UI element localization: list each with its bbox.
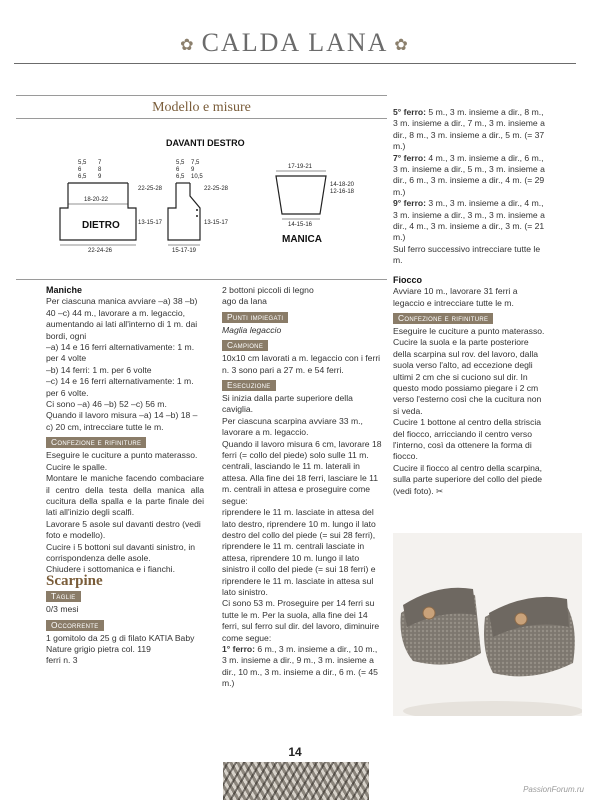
booties-photo (393, 533, 582, 716)
section-rule-bottom (16, 279, 387, 280)
svg-text:10,5: 10,5 (191, 174, 203, 180)
svg-text:6: 6 (176, 167, 180, 173)
svg-text:6,5: 6,5 (176, 174, 185, 180)
svg-text:6,5: 6,5 (78, 174, 87, 180)
section-rule-mid (16, 118, 387, 119)
dietro-shape (60, 183, 136, 240)
section-title: Modello e misure (152, 100, 251, 115)
svg-text:12-16-18: 12-16-18 (330, 189, 355, 195)
column-2: 2 bottoni piccoli di legno ago da lana Punti impiegati Maglia legaccio Campione 10x10 cm lavorati a m. legaccio con i ferri n. 3 sono pari a 27 m. e 54 ferri. Esecuzione Si inizia dalla parte superiore della caviglia. Per ciascuna scarpina avviare 33 m., lavorare a m. legaccio. Quando il lavoro misura 6 cm, lavorare 18 ferri (= collo del piede) solo sulle 11 m. centrali, lasciando le 11 m. laterali in attesa. Alla fine dei 18 ferri, lasciare le 11 m. centrali in attesa e proseguire come segue: riprendere le 11 m. lasciate in attesa del lato destro, riprendere 10 m. lungo il lato destro del collo del piede (= sui 28 ferri), riprendere le 11 m. centrali lasciate in attesa, riprendere 10 m. lungo il lato sinistro il collo del piede (= sui 18 ferri) e riprendere le 11 m. lasciate in attesa sul lato sinistro. Ci sono 53 m. Proseguire per 14 ferri su tutte le m. Per la suola, alla fine dei 14 ferri, sul ferro sul dir. del lavoro, diminuire come segue: 1° ferro: 6 m., 3 m. insieme a dir., 10 m., 3 m. insieme a dir., 9 m., 3 m. insieme a dir., 10 m., 3 m. insieme a dir., 6 m. (= 45 m.) (222, 285, 382, 689)
section-tag: Campione (222, 340, 268, 351)
dietro-label: DIETRO (82, 220, 120, 231)
svg-text:9: 9 (191, 167, 195, 173)
svg-text:7,5: 7,5 (191, 160, 200, 166)
fiocco-heading: Fiocco (393, 274, 423, 285)
svg-text:9: 9 (98, 174, 102, 180)
page-header (0, 0, 590, 72)
svg-text:8: 8 (98, 167, 102, 173)
davanti-title: DAVANTI DESTRO (166, 138, 245, 148)
maniche-heading: Maniche (46, 285, 83, 295)
svg-text:6: 6 (78, 167, 82, 173)
column-3: 5° ferro: 5 m., 3 m. insieme a dir., 8 m., 3 m. insieme a dir., 7 m., 3 m. insieme a dir., 8 m., 3 m. insieme a dir., 5 m. (= 37 m.) 7° ferro: 4 m., 3 m. insieme a dir., 6 m., 3 m. insieme a dir., 5 m., 3 m. insieme a dir., 6 m., 3 m. insieme a dir., 4 m. (= 29 m.) 9° ferro: 3 m., 3 m. insieme a dir., 4 m., 3 m. insieme a dir., 3 m., 3 m. insieme a dir., 4 m., 3 m. insieme a dir., 3 m. (= 21 m.) Sul ferro successivo intrecciare tutte le m. Fiocco Avviare 10 m., lavorare 31 ferri a legaccio e intrecciare tutte le m. Confezione e rifiniture Eseguire le cuciture a punto materasso. Cucire la suola e la parte posteriore della scarpina sul rov. del lavoro, dalla suola verso l'alto, ad eccezione degli ultimi 2 cm che si cuciono sul dir. In questo modo possiamo piegare i 2 cm verso l'esterno così che la cucitura non si veda. Cucire 1 bottone al centro della striscia del fiocco, arricciando il centro verso l'interno, così da ottenere la forma di fiocco. Cucire il fiocco al centro della scarpina, sulla parte superiore del collo del piede (vedi foto). ✂ (393, 107, 549, 497)
section-tag: Taglie (46, 591, 81, 602)
davanti-shape (168, 183, 200, 240)
section-tag: Esecuzione (222, 380, 276, 391)
svg-text:22-25-28: 22-25-28 (204, 186, 229, 192)
header-rule (14, 63, 576, 64)
section-tag: Confezione e rifiniture (393, 313, 493, 324)
svg-text:7: 7 (98, 160, 102, 166)
knit-texture-strip (223, 762, 369, 800)
section-tag: Confezione e rifiniture (46, 437, 146, 448)
page-number: 14 (288, 745, 302, 759)
svg-text:5,5: 5,5 (78, 160, 87, 166)
svg-text:5,5: 5,5 (176, 160, 185, 166)
booties-illustration (393, 533, 582, 716)
scissors-icon: ✂ (436, 485, 444, 496)
svg-text:13-15-17: 13-15-17 (204, 220, 229, 226)
section-tag: Occorrente (46, 620, 104, 631)
manica-label: MANICA (282, 234, 322, 245)
svg-text:18-20-22: 18-20-22 (84, 197, 109, 203)
section-tag: Punti impiegati (222, 312, 288, 323)
svg-text:22-25-28: 22-25-28 (138, 186, 163, 192)
flower-icon: ✿ (394, 37, 410, 55)
svg-text:14-15-16: 14-15-16 (288, 222, 313, 228)
column-1: Maniche Per ciascuna manica avviare –a) 38 –b) 40 –c) 44 m., lavorare a m. legaccio, aumentando ai lati all'interno di 1 m. dai bordi, ogni –a) 14 e 16 ferri alternativamente: 1 m. per 4 volte –b) 14 ferri: 1 m. per 6 volte –c) 14 e 16 ferri alternativamente: 1 m. per 6 volte. Ci sono –a) 46 –b) 52 –c) 56 m. Quando il lavoro misura –a) 14 –b) 18 –c) 20 cm, intrecciare tutte le m. Confezione e rifiniture Eseguire le cuciture a punto materasso. Cucire le spalle. Montare le maniche facendo combaciare il centro della testa della manica alla cucitura della spalla e la parte finale dei lati all'inizio degli scalfi. Lavorare 5 asole sul davanti destro (vedi foto e modello). Cucire i 5 bottoni sul davanti sinistro, in corrispondenza delle asole. Chiudere i sottomanica e i fianchi. Scarpine Taglie 0/3 mesi Occorrente 1 gomitolo da 25 g di filato KATIA Baby Nature grigio pietra col. 119 ferri n. 3 (46, 285, 204, 666)
scarpine-heading: Scarpine (46, 572, 103, 589)
svg-text:15-17-19: 15-17-19 (172, 248, 197, 254)
svg-text:14-18-20: 14-18-20 (330, 182, 355, 188)
svg-text:22-24-26: 22-24-26 (88, 248, 113, 254)
watermark: PassionForum.ru (523, 785, 584, 794)
magazine-title: ✿ CALDA LANA ✿ (180, 28, 410, 57)
schematic-diagram (56, 128, 366, 278)
svg-text:17-19-21: 17-19-21 (288, 164, 313, 170)
svg-text:13-15-17: 13-15-17 (138, 220, 163, 226)
flower-icon: ✿ (180, 37, 196, 55)
section-rule-top (16, 95, 387, 96)
manica-shape (276, 176, 326, 214)
